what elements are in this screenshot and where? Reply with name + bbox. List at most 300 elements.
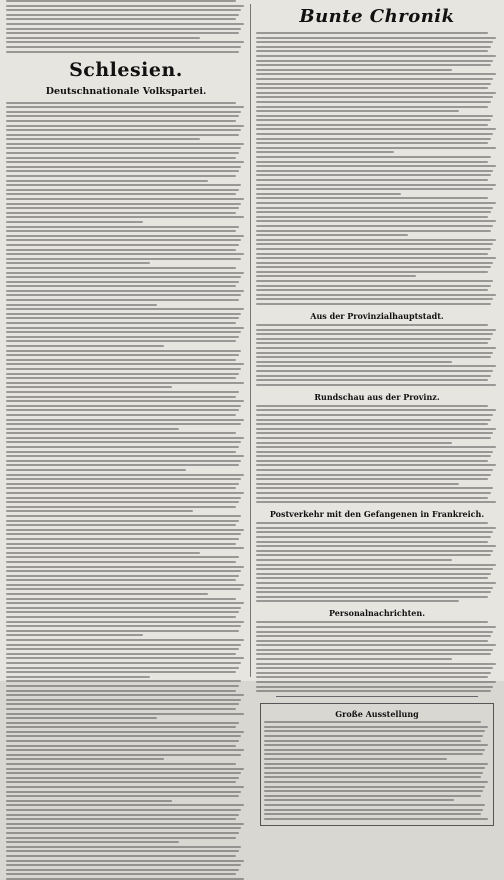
text-line: [6, 460, 241, 462]
text-line: [6, 474, 244, 476]
text-line: [6, 317, 239, 319]
text-line: [6, 175, 236, 177]
text-line: [256, 124, 488, 126]
text-line: [6, 18, 236, 20]
text-line: [256, 92, 496, 94]
text-line: [6, 768, 244, 770]
text-line: [6, 157, 236, 159]
text-line: [256, 220, 496, 222]
text-line: [6, 419, 244, 421]
text-line: [6, 699, 241, 701]
text-line: [256, 640, 488, 642]
article-heading: Postverkehr mit den Gefangenen in Frankreich.: [269, 509, 485, 520]
text-line: [256, 384, 496, 386]
text-line: [256, 365, 496, 367]
text-line: [256, 405, 488, 407]
text-line: [256, 41, 493, 43]
text-line: [256, 329, 496, 331]
text-line: [256, 147, 496, 149]
text-line: [6, 396, 236, 398]
text-line: [256, 478, 488, 480]
text-line: [6, 235, 244, 237]
text-line: [6, 860, 244, 862]
text-line: [256, 483, 459, 485]
text-line: [6, 267, 236, 269]
text-line: [256, 156, 491, 158]
text-line: [256, 128, 496, 130]
text-line: [264, 744, 488, 746]
text-line: [256, 298, 493, 300]
text-line: [256, 663, 496, 665]
text-line: [256, 531, 493, 533]
text-line: [6, 290, 244, 292]
text-line: [6, 9, 241, 11]
text-line: [6, 120, 236, 122]
text-line: [256, 428, 496, 430]
text-line: [6, 749, 244, 751]
text-line: [6, 221, 143, 223]
text-line: [6, 795, 239, 797]
text-line: [256, 78, 493, 80]
text-line: [6, 579, 236, 581]
text-line: [256, 106, 488, 108]
text-line: [264, 781, 488, 783]
text-line: [6, 533, 241, 535]
text-line: [256, 423, 488, 425]
text-line: [256, 230, 491, 232]
text-line: [6, 308, 244, 310]
divider: [276, 696, 478, 697]
text-line: [256, 87, 488, 89]
text-line: [256, 64, 491, 66]
text-line: [6, 556, 239, 558]
text-line: [256, 69, 452, 71]
text-line: [6, 602, 244, 604]
text-line: [256, 587, 493, 589]
text-line: [256, 559, 452, 561]
text-line: [256, 635, 491, 637]
text-line: [256, 690, 491, 692]
text-line: [256, 197, 488, 199]
text-line: [256, 234, 408, 236]
text-line: [6, 662, 241, 664]
text-line: [256, 211, 491, 213]
text-line: [6, 529, 244, 531]
text-line: [6, 616, 236, 618]
text-line: [6, 350, 241, 352]
text-line: [6, 869, 239, 871]
text-line: [6, 634, 143, 636]
text-line: [256, 83, 491, 85]
text-line: [256, 151, 394, 153]
text-line: [256, 460, 488, 462]
text-line: [6, 359, 236, 361]
text-line: [256, 631, 493, 633]
text-line: [256, 142, 488, 144]
text-line: [6, 506, 236, 508]
text-line: [6, 423, 241, 425]
text-line: [6, 846, 241, 848]
text-line: [6, 791, 241, 793]
text-line: [256, 644, 496, 646]
text-line: [6, 814, 239, 816]
text-line: [256, 437, 491, 439]
text-line: [6, 281, 239, 283]
text-line: [264, 740, 481, 742]
text-line: [6, 437, 244, 439]
text-line: [256, 133, 493, 135]
text-line: [256, 649, 493, 651]
text-line: [256, 225, 493, 227]
text-line: [256, 414, 493, 416]
ad-heading: Große Ausstellung: [335, 709, 419, 720]
text-line: [264, 726, 488, 728]
text-line: [6, 249, 236, 251]
text-line: [256, 582, 496, 584]
text-line: [6, 676, 150, 678]
text-line: [256, 188, 493, 190]
text-line: [6, 777, 239, 779]
text-line: [256, 527, 496, 529]
text-line: [6, 625, 241, 627]
text-line: [256, 46, 491, 48]
text-line: [256, 596, 488, 598]
text-line: [256, 492, 491, 494]
text-line: [6, 855, 236, 857]
text-line: [6, 621, 244, 623]
text-line: [256, 119, 491, 121]
text-line: [256, 573, 491, 575]
text-line: [6, 432, 236, 434]
text-line: [256, 474, 491, 476]
text-line: [6, 850, 239, 852]
text-line: [256, 626, 496, 628]
text-line: [6, 336, 239, 338]
text-line: [256, 653, 491, 655]
text-line: [6, 703, 239, 705]
text-line: [6, 781, 236, 783]
text-line: [6, 611, 239, 613]
text-line: [264, 730, 485, 732]
text-line: [6, 607, 241, 609]
text-line: [6, 566, 244, 568]
text-line: [264, 776, 481, 778]
text-line: [6, 193, 236, 195]
text-line: [264, 799, 454, 801]
text-line: [6, 262, 150, 264]
text-line: [6, 354, 239, 356]
text-line: [256, 497, 488, 499]
text-line: [256, 110, 459, 112]
text-line: [6, 524, 236, 526]
text-line: [6, 772, 241, 774]
text-line: [256, 446, 496, 448]
text-line: [256, 184, 496, 186]
text-line: [264, 767, 485, 769]
text-line: [6, 313, 241, 315]
text-line: [6, 161, 244, 163]
column-text-block: [256, 324, 498, 386]
text-line: [6, 786, 244, 788]
article-heading: Aus der Provinzialhauptstadt.: [310, 311, 444, 322]
ad-text-block: [264, 721, 490, 819]
text-line: [256, 370, 493, 372]
text-line: [256, 409, 496, 411]
text-line: [6, 717, 157, 719]
text-line: [256, 324, 488, 326]
text-line: [264, 763, 488, 765]
text-line: [6, 823, 244, 825]
text-line: [264, 804, 485, 806]
text-line: [256, 289, 488, 291]
text-line: [256, 419, 491, 421]
text-line: [6, 575, 239, 577]
text-line: [264, 809, 483, 811]
text-line: [6, 32, 239, 34]
text-line: [6, 464, 239, 466]
column-text-block: [256, 32, 498, 305]
text-line: [256, 216, 488, 218]
text-line: [6, 203, 241, 205]
text-line: [256, 285, 491, 287]
text-line: [6, 230, 236, 232]
text-line: [256, 667, 493, 669]
text-line: [6, 873, 236, 875]
text-line: [6, 37, 200, 39]
text-line: [6, 285, 236, 287]
text-line: [256, 550, 493, 552]
text-line: [6, 147, 241, 149]
text-line: [6, 446, 239, 448]
text-line: [256, 101, 491, 103]
text-line: [256, 174, 491, 176]
text-line: [256, 294, 496, 296]
text-line: [6, 740, 239, 742]
text-line: [6, 763, 236, 765]
text-line: [6, 207, 239, 209]
text-line: [6, 584, 244, 586]
text-line: [256, 564, 496, 566]
text-line: [6, 28, 241, 30]
text-line: [256, 487, 493, 489]
text-line: [264, 721, 481, 723]
article-heading: Personalnachrichten.: [329, 608, 425, 619]
text-line: [6, 667, 239, 669]
text-line: [256, 257, 496, 259]
text-line: [6, 189, 239, 191]
text-line: [6, 758, 164, 760]
text-line: [6, 409, 239, 411]
text-line: [256, 32, 488, 34]
text-line: [256, 375, 491, 377]
text-line: [256, 522, 488, 524]
text-line: [256, 280, 493, 282]
text-line: [264, 749, 485, 751]
text-line: [6, 244, 239, 246]
text-line: [6, 106, 244, 108]
text-line: [256, 161, 488, 163]
text-line: [6, 671, 236, 673]
text-line: [6, 713, 244, 715]
text-line: [6, 327, 244, 329]
text-line: [6, 515, 241, 517]
text-line: [6, 478, 241, 480]
text-line: [6, 276, 241, 278]
text-line: [256, 347, 496, 349]
text-line: [256, 37, 496, 39]
text-line: [256, 577, 488, 579]
text-line: [256, 464, 496, 466]
text-line: [6, 102, 236, 104]
column-text-block: [6, 0, 246, 53]
text-line: [256, 138, 491, 140]
text-line: [6, 832, 239, 834]
text-line: [256, 50, 488, 52]
column-text-block: [256, 621, 498, 692]
text-line: [6, 804, 244, 806]
text-line: [6, 547, 244, 549]
column-text-block: [256, 405, 498, 503]
text-line: [256, 262, 493, 264]
text-line: [6, 391, 239, 393]
text-line: [6, 487, 236, 489]
article-heading: Rundschau aus der Provinz.: [314, 391, 440, 402]
text-line: [6, 368, 241, 370]
text-line: [256, 379, 488, 381]
article-heading: Deutschnationale Volkspartei.: [45, 85, 207, 97]
text-line: [256, 96, 493, 98]
text-line: [256, 554, 491, 556]
text-line: [6, 598, 236, 600]
text-line: [6, 726, 236, 728]
text-line: [256, 352, 493, 354]
text-line: [6, 538, 239, 540]
text-line: [6, 492, 244, 494]
text-line: [256, 253, 488, 255]
column-text-block: [6, 102, 246, 880]
text-line: [6, 510, 193, 512]
text-line: [256, 568, 493, 570]
text-line: [6, 644, 241, 646]
text-line: [6, 497, 241, 499]
text-line: [6, 14, 239, 16]
text-line: [256, 681, 496, 683]
text-line: [264, 753, 483, 755]
text-line: [6, 294, 241, 296]
advertisement-box: [260, 703, 494, 826]
text-line: [6, 800, 172, 802]
text-line: [6, 653, 236, 655]
text-line: [6, 299, 239, 301]
text-line: [256, 115, 493, 117]
text-line: [6, 588, 241, 590]
text-line: [264, 786, 485, 788]
text-line: [6, 377, 236, 379]
text-line: [6, 809, 241, 811]
text-line: [6, 272, 244, 274]
text-line: [256, 442, 452, 444]
text-line: [6, 630, 239, 632]
text-line: [256, 361, 452, 363]
text-line: [6, 414, 236, 416]
text-line: [6, 827, 241, 829]
text-line: [256, 545, 496, 547]
text-line: [6, 184, 241, 186]
text-line: [6, 115, 239, 117]
text-line: [6, 345, 164, 347]
text-line: [6, 657, 244, 659]
text-line: [256, 266, 491, 268]
text-line: [256, 455, 491, 457]
text-line: [6, 543, 236, 545]
text-line: [256, 469, 493, 471]
text-line: [256, 55, 496, 57]
text-line: [6, 405, 241, 407]
section-heading: Schlesien.: [69, 58, 183, 81]
text-line: [256, 243, 493, 245]
text-line: [6, 483, 239, 485]
column-rule: [250, 4, 251, 677]
text-line: [6, 685, 239, 687]
text-line: [6, 111, 241, 113]
text-line: [6, 129, 241, 131]
text-line: [256, 501, 496, 503]
text-line: [6, 386, 172, 388]
text-line: [6, 648, 239, 650]
text-line: [6, 501, 239, 503]
text-line: [6, 322, 236, 324]
text-line: [6, 455, 244, 457]
text-line: [6, 745, 236, 747]
text-line: [6, 125, 244, 127]
text-line: [6, 212, 236, 214]
text-line: [256, 432, 493, 434]
text-line: [6, 23, 244, 25]
text-line: [6, 180, 208, 182]
text-line: [6, 216, 244, 218]
text-line: [256, 672, 491, 674]
text-line: [6, 373, 239, 375]
text-line: [6, 680, 241, 682]
text-line: [256, 275, 416, 277]
text-line: [256, 179, 488, 181]
text-line: [256, 207, 493, 209]
text-line: [6, 134, 239, 136]
text-line: [6, 5, 244, 7]
text-line: [6, 841, 179, 843]
text-line: [6, 552, 200, 554]
text-line: [256, 541, 488, 543]
text-line: [256, 239, 496, 241]
text-line: [6, 520, 239, 522]
text-line: [264, 758, 447, 760]
text-line: [256, 342, 488, 344]
text-line: [256, 338, 491, 340]
text-line: [6, 143, 244, 145]
text-line: [6, 400, 244, 402]
text-line: [6, 138, 200, 140]
text-line: [256, 451, 493, 453]
text-line: [256, 333, 493, 335]
text-line: [6, 639, 244, 641]
text-line: [6, 0, 236, 2]
text-line: [256, 621, 488, 623]
text-line: [6, 451, 236, 453]
text-line: [6, 331, 241, 333]
text-line: [256, 202, 496, 204]
text-line: [256, 658, 452, 660]
text-line: [256, 686, 493, 688]
